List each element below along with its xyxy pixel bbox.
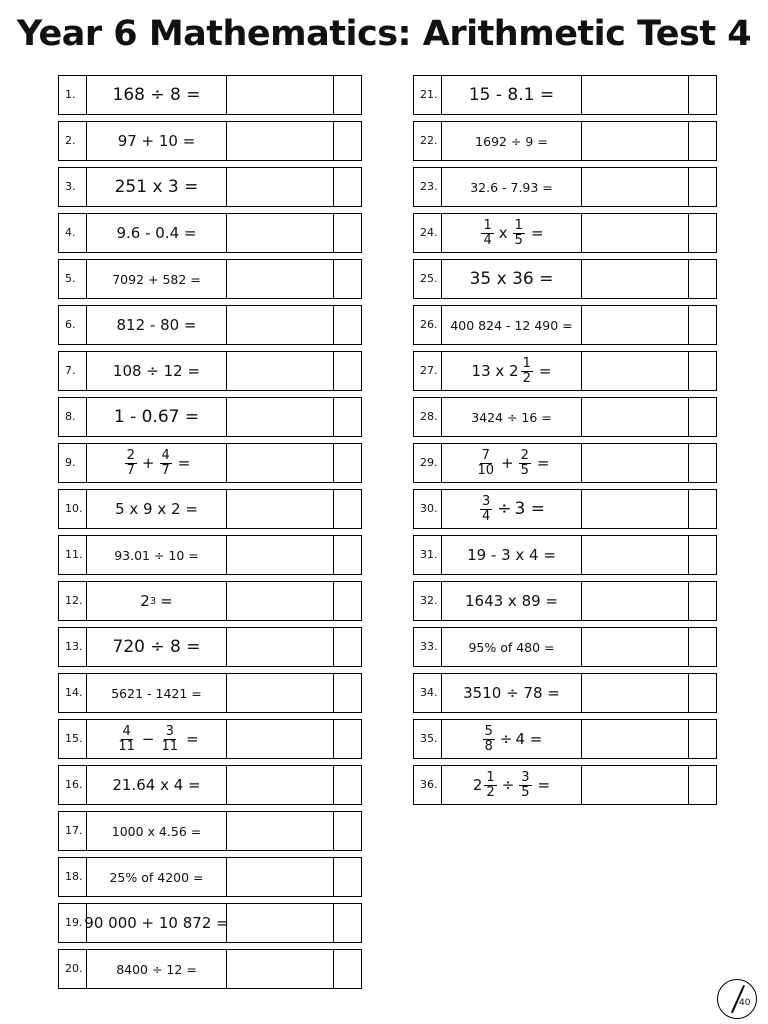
question-number: 31. <box>414 536 442 574</box>
mark-box <box>688 168 716 206</box>
fraction-numerator: 3 <box>165 723 174 739</box>
mark-box <box>333 582 361 620</box>
answer-box[interactable] <box>581 76 689 114</box>
question-row <box>413 259 717 299</box>
question-number: 17. <box>59 812 87 850</box>
question-expression: 8400 ÷ 12 = <box>87 950 227 988</box>
question-expression: 5 x 9 x 2 = <box>87 490 227 528</box>
question-number: 2. <box>59 122 87 160</box>
question-expression <box>442 444 582 482</box>
question-expression: 400 824 - 12 490 = <box>442 306 582 344</box>
question-expression <box>87 444 227 482</box>
question-row <box>58 75 362 115</box>
mark-box <box>333 812 361 850</box>
power-exponent: 3 <box>149 595 157 607</box>
fraction-numerator: 1 <box>483 217 492 233</box>
answer-box[interactable] <box>226 122 334 160</box>
mark-box <box>333 490 361 528</box>
fraction-numerator: 2 <box>520 447 529 463</box>
fraction-numerator: 4 <box>161 447 170 463</box>
fraction-denominator: 5 <box>514 232 523 248</box>
operator: ÷ <box>499 730 513 748</box>
question-number: 1. <box>59 76 87 114</box>
equals-sign: = <box>538 362 552 380</box>
mark-box <box>688 628 716 666</box>
question-row <box>58 167 362 207</box>
fraction-numerator: 7 <box>481 447 490 463</box>
fraction-denominator: 11 <box>118 738 135 754</box>
mark-box <box>688 536 716 574</box>
question-row <box>58 443 362 483</box>
question-number: 21. <box>414 76 442 114</box>
question-expression: 90 000 + 10 872 = <box>87 904 227 942</box>
mark-box <box>333 306 361 344</box>
mark-box <box>333 260 361 298</box>
question-expression: 168 ÷ 8 = <box>87 76 227 114</box>
answer-box[interactable] <box>581 168 689 206</box>
fraction <box>483 725 495 753</box>
fraction-denominator: 8 <box>484 738 493 754</box>
question-number: 19. <box>59 904 87 942</box>
answer-box[interactable] <box>581 444 689 482</box>
equals-sign: = <box>537 776 551 794</box>
equals-sign: = <box>160 592 173 610</box>
question-number: 15. <box>59 720 87 758</box>
question-row <box>413 213 717 253</box>
expression-prefix: 13 x 2 <box>471 362 519 380</box>
operator: ÷ <box>497 499 512 519</box>
operator: − <box>141 730 155 748</box>
fraction-numerator: 4 <box>122 723 131 739</box>
answer-box[interactable] <box>226 904 334 942</box>
fraction-denominator: 2 <box>522 370 531 386</box>
answer-box[interactable] <box>581 122 689 160</box>
question-number: 3. <box>59 168 87 206</box>
question-row <box>58 719 362 759</box>
fraction <box>125 449 137 477</box>
mark-box <box>333 214 361 252</box>
mark-box <box>333 122 361 160</box>
mark-box <box>688 674 716 712</box>
equals-sign: = <box>530 224 544 242</box>
fraction-numerator: 5 <box>484 723 493 739</box>
question-expression: 1643 x 89 = <box>442 582 582 620</box>
answer-box[interactable] <box>226 674 334 712</box>
mark-box <box>333 536 361 574</box>
answer-box[interactable] <box>581 720 689 758</box>
question-expression: 108 ÷ 12 = <box>87 352 227 390</box>
mark-box <box>688 306 716 344</box>
question-expression: 9.6 - 0.4 = <box>87 214 227 252</box>
mark-box <box>688 490 716 528</box>
mark-box <box>333 444 361 482</box>
question-number: 6. <box>59 306 87 344</box>
question-row <box>413 167 717 207</box>
question-row <box>58 213 362 253</box>
question-number: 9. <box>59 444 87 482</box>
question-row <box>413 351 717 391</box>
question-row <box>58 397 362 437</box>
fraction-denominator: 7 <box>126 462 135 478</box>
question-number: 34. <box>414 674 442 712</box>
mark-box <box>688 352 716 390</box>
question-row <box>413 719 717 759</box>
fraction-denominator: 2 <box>486 784 495 800</box>
question-expression: 15 - 8.1 = <box>442 76 582 114</box>
answer-box[interactable] <box>581 490 689 528</box>
question-row <box>58 627 362 667</box>
fraction-denominator: 10 <box>477 462 495 478</box>
operator: ÷ <box>501 776 515 794</box>
answer-box[interactable] <box>226 168 334 206</box>
question-expression: 3424 ÷ 16 = <box>442 398 582 436</box>
question-row <box>413 765 717 805</box>
question-number: 16. <box>59 766 87 804</box>
question-expression: 1692 ÷ 9 = <box>442 122 582 160</box>
question-expression: 35 x 36 = <box>442 260 582 298</box>
question-row <box>413 305 717 345</box>
question-number: 4. <box>59 214 87 252</box>
question-number: 7. <box>59 352 87 390</box>
fraction-numerator: 1 <box>486 769 495 785</box>
question-expression: 21.64 x 4 = <box>87 766 227 804</box>
mark-box <box>688 260 716 298</box>
answer-box[interactable] <box>226 76 334 114</box>
fraction-denominator: 7 <box>161 462 170 478</box>
mark-box <box>688 122 716 160</box>
fraction <box>484 771 496 799</box>
mark-box <box>688 582 716 620</box>
question-expression: 720 ÷ 8 = <box>87 628 227 666</box>
question-row <box>58 949 362 989</box>
question-expression: 251 x 3 = <box>87 168 227 206</box>
mark-box <box>333 858 361 896</box>
answer-box[interactable] <box>226 306 334 344</box>
question-number: 33. <box>414 628 442 666</box>
question-row <box>413 121 717 161</box>
question-expression <box>442 352 582 390</box>
question-row <box>413 397 717 437</box>
fraction-denominator: 4 <box>483 232 492 248</box>
answer-box[interactable] <box>581 674 689 712</box>
answer-box[interactable] <box>226 214 334 252</box>
mark-box <box>333 628 361 666</box>
question-number: 32. <box>414 582 442 620</box>
answer-box[interactable] <box>581 306 689 344</box>
mark-box <box>688 444 716 482</box>
mark-box <box>333 168 361 206</box>
answer-box[interactable] <box>226 444 334 482</box>
question-number: 11. <box>59 536 87 574</box>
question-number: 20. <box>59 950 87 988</box>
question-expression <box>87 720 227 758</box>
answer-box[interactable] <box>226 950 334 988</box>
mark-box <box>333 76 361 114</box>
mark-box <box>333 398 361 436</box>
expression-prefix: 2 <box>472 776 483 794</box>
question-number: 13. <box>59 628 87 666</box>
mark-box <box>333 674 361 712</box>
equals-sign: = <box>186 730 199 748</box>
question-row <box>58 259 362 299</box>
answer-box[interactable] <box>226 582 334 620</box>
fraction <box>519 449 531 477</box>
question-number: 5. <box>59 260 87 298</box>
question-number: 30. <box>414 490 442 528</box>
page-title: Year 6 Mathematics: Arithmetic Test 4 <box>16 14 752 54</box>
fraction <box>480 495 492 523</box>
fraction-numerator: 1 <box>514 217 523 233</box>
question-expression <box>442 720 582 758</box>
answer-box[interactable] <box>581 214 689 252</box>
question-expression <box>442 214 582 252</box>
question-number: 14. <box>59 674 87 712</box>
question-expression: 97 + 10 = <box>87 122 227 160</box>
fraction-numerator: 3 <box>482 493 491 509</box>
question-expression: 5621 - 1421 = <box>87 674 227 712</box>
page-number-badge <box>717 979 757 1019</box>
answer-box[interactable] <box>226 628 334 666</box>
answer-box[interactable] <box>226 260 334 298</box>
question-expression: 95% of 480 = <box>442 628 582 666</box>
mark-box <box>333 720 361 758</box>
answer-box[interactable] <box>581 352 689 390</box>
question-number: 35. <box>414 720 442 758</box>
answer-box[interactable] <box>581 766 689 804</box>
question-row <box>413 581 717 621</box>
fraction-denominator: 5 <box>520 462 529 478</box>
answer-box[interactable] <box>226 490 334 528</box>
question-row <box>58 811 362 851</box>
answer-box[interactable] <box>581 260 689 298</box>
operator: + <box>501 454 514 472</box>
question-number: 10. <box>59 490 87 528</box>
answer-box[interactable] <box>581 536 689 574</box>
question-number: 12. <box>59 582 87 620</box>
question-expression <box>442 766 582 804</box>
question-number: 29. <box>414 444 442 482</box>
question-number: 26. <box>414 306 442 344</box>
mark-box <box>688 766 716 804</box>
fraction-numerator: 2 <box>126 447 135 463</box>
answer-box[interactable] <box>226 858 334 896</box>
question-row <box>413 75 717 115</box>
question-row <box>58 489 362 529</box>
question-number: 24. <box>414 214 442 252</box>
answer-box[interactable] <box>226 352 334 390</box>
answer-box[interactable] <box>226 812 334 850</box>
question-expression: 7092 + 582 = <box>87 260 227 298</box>
question-row <box>413 673 717 713</box>
power-base: 2 <box>140 592 150 610</box>
fraction-numerator: 1 <box>522 355 531 371</box>
fraction <box>481 219 493 247</box>
answer-box[interactable] <box>581 398 689 436</box>
fraction-denominator: 4 <box>482 508 491 524</box>
question-row <box>413 627 717 667</box>
answer-box[interactable] <box>226 536 334 574</box>
question-expression <box>87 582 227 620</box>
mark-box <box>688 214 716 252</box>
question-row <box>58 121 362 161</box>
equals-sign: = <box>177 454 191 472</box>
question-row <box>413 443 717 483</box>
answer-box[interactable] <box>226 720 334 758</box>
equals-sign: = <box>536 454 550 472</box>
expression-suffix: 4 = <box>515 730 543 748</box>
fraction <box>160 449 172 477</box>
mark-box <box>333 352 361 390</box>
question-number: 25. <box>414 260 442 298</box>
question-expression: 1 - 0.67 = <box>87 398 227 436</box>
question-number: 8. <box>59 398 87 436</box>
question-row <box>58 351 362 391</box>
mark-box <box>333 950 361 988</box>
fraction <box>519 771 531 799</box>
expression-suffix: 3 = <box>514 499 545 519</box>
mark-box <box>688 720 716 758</box>
question-row <box>58 903 362 943</box>
question-row <box>58 673 362 713</box>
question-number: 18. <box>59 858 87 896</box>
question-row <box>413 535 717 575</box>
question-number: 36. <box>414 766 442 804</box>
page-number: 40 <box>739 998 751 1008</box>
question-number: 28. <box>414 398 442 436</box>
fraction <box>513 219 525 247</box>
question-row <box>58 857 362 897</box>
fraction-numerator: 3 <box>521 769 530 785</box>
answer-box[interactable] <box>581 628 689 666</box>
mark-box <box>333 766 361 804</box>
answer-box[interactable] <box>226 766 334 804</box>
question-expression: 1000 x 4.56 = <box>87 812 227 850</box>
fraction <box>476 449 497 477</box>
fraction <box>160 725 181 753</box>
question-row <box>413 489 717 529</box>
fraction <box>521 357 533 385</box>
question-number: 23. <box>414 168 442 206</box>
question-row <box>58 535 362 575</box>
mark-box <box>333 904 361 942</box>
question-row <box>58 305 362 345</box>
question-expression <box>442 490 582 528</box>
question-row <box>58 765 362 805</box>
question-expression: 93.01 ÷ 10 = <box>87 536 227 574</box>
fraction-denominator: 5 <box>521 784 530 800</box>
question-expression: 19 - 3 x 4 = <box>442 536 582 574</box>
fraction <box>116 725 137 753</box>
answer-box[interactable] <box>581 582 689 620</box>
question-expression: 32.6 - 7.93 = <box>442 168 582 206</box>
question-number: 27. <box>414 352 442 390</box>
operator: x <box>498 224 508 242</box>
question-expression: 812 - 80 = <box>87 306 227 344</box>
question-expression: 25% of 4200 = <box>87 858 227 896</box>
question-row <box>58 581 362 621</box>
question-number: 22. <box>414 122 442 160</box>
operator: + <box>141 454 155 472</box>
mark-box <box>688 398 716 436</box>
fraction-denominator: 11 <box>161 738 179 754</box>
answer-box[interactable] <box>226 398 334 436</box>
mark-box <box>688 76 716 114</box>
question-expression: 3510 ÷ 78 = <box>442 674 582 712</box>
